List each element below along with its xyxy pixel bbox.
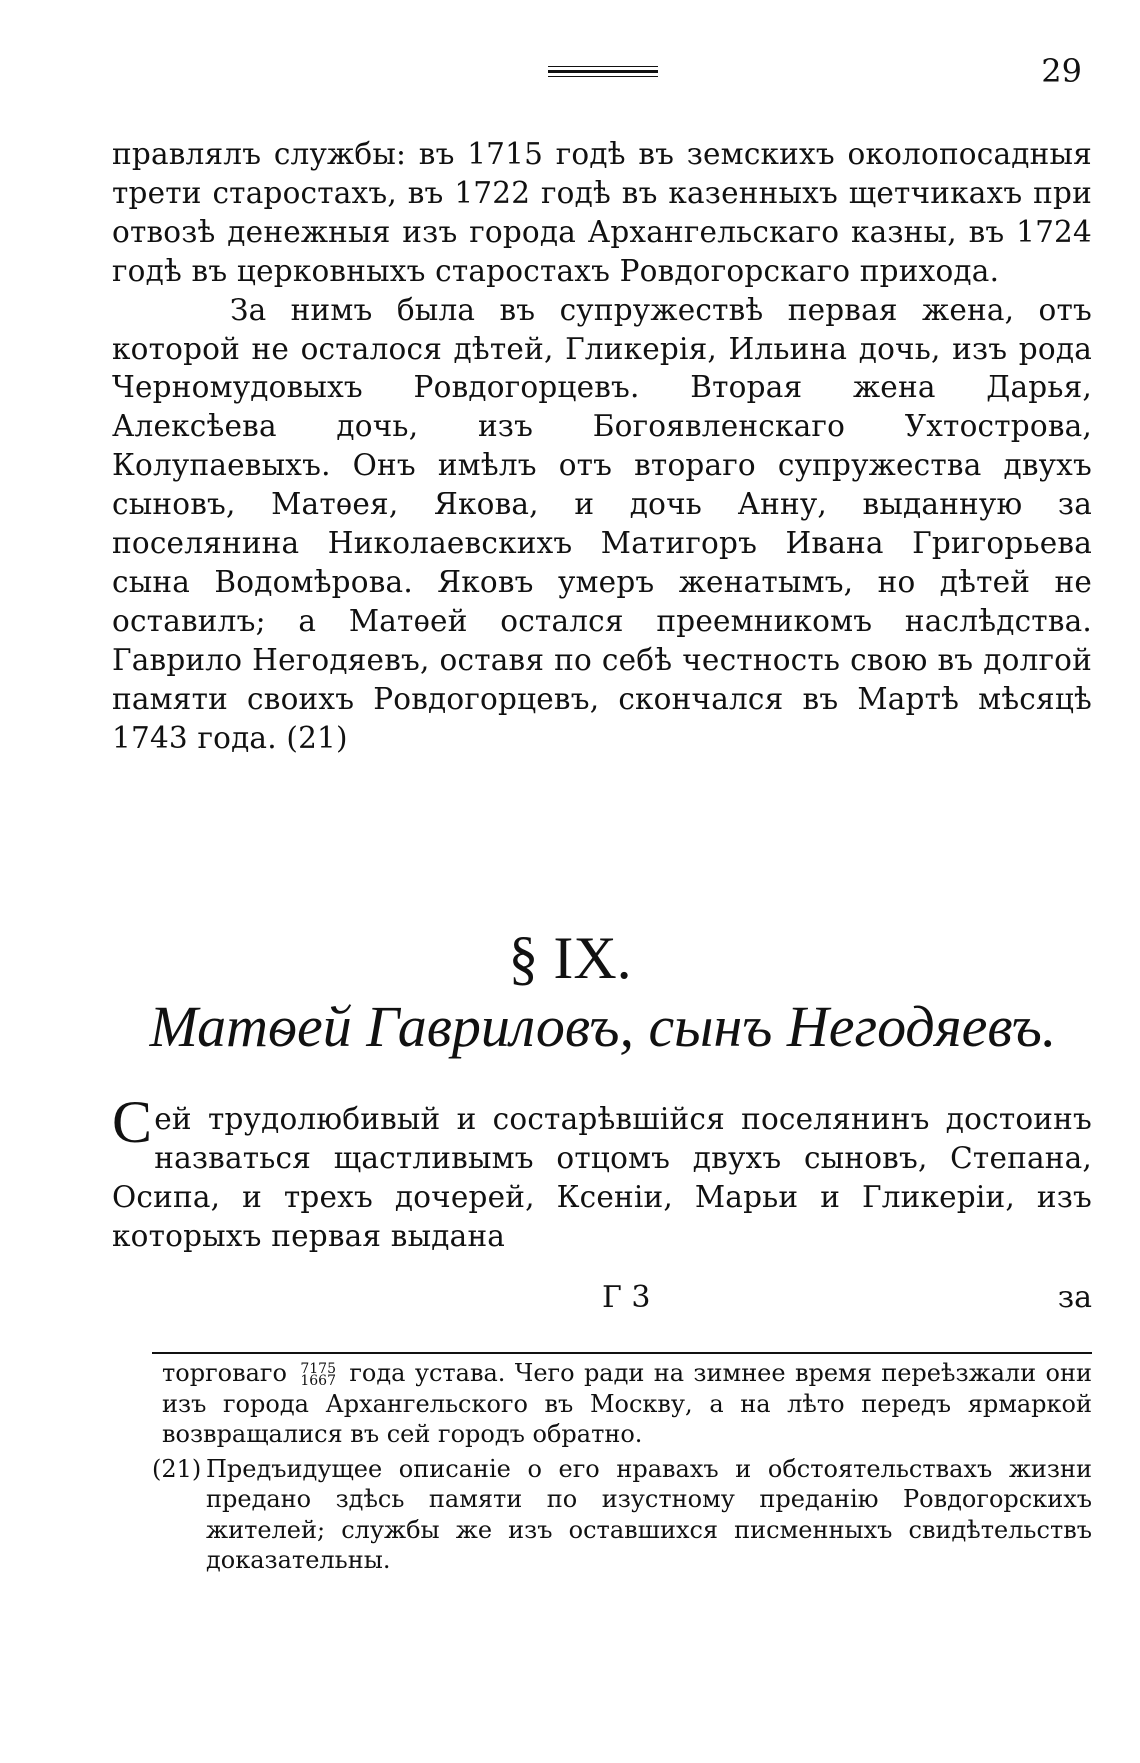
year-fraction: 7175 1667 [300, 1360, 336, 1389]
footnote-21 [152, 1454, 1092, 1576]
catchword: за [1057, 1280, 1092, 1315]
paragraph-continuation: правлялъ службы: въ 1715 годѣ въ земскихъ околопосадныя трети старостахъ, въ 1722 годѣ въ казенныхъ щетчикахъ при отвозѣ денежныя изъ города Архангельскаго казны, въ 1724 годѣ въ церковныхъ старостахъ Ровдогорскаго прихода. [112, 137, 1092, 288]
header-ornament-rule [548, 66, 658, 80]
paragraph-text: ей трудолюбивый и состарѣвшійся поселянинъ достоинъ назваться щастливымъ отцомъ двухъ сыновъ, Степана, Осипа, и трехъ дочерей, Ксеніи, Марьи и Гликеріи, изъ которыхъ первая выдана [112, 1102, 1092, 1253]
section-number: § IX. [508, 925, 632, 991]
paragraph-gavrilo-biography [112, 135, 1092, 758]
footnote-continuation: торговаго 7175 1667 года устава. Чего ради на зимнее время переѣзжали они изъ города Архангельского въ Москву, а на лѣто передъ ярмаркой возвращалися въ сей городъ обратно. [162, 1359, 1092, 1448]
paragraph-matfei-biography [112, 1089, 1092, 1256]
footnote-number: (21) [152, 1454, 202, 1483]
page-number: 29 [1041, 52, 1082, 90]
footnote-separator [152, 1352, 1092, 1354]
footnotes-block [152, 1358, 1092, 1576]
footnote-text: Предъидущее описаніе о его нравахъ и обстоятельствахъ жизни предано здѣсь памяти по изустному преданію Ровдогорскихъ жителей; службы же изъ оставшихся писменныхъ свидѣтельствъ доказательны. [206, 1454, 1092, 1574]
section-title: Матѳей Гавриловъ, сынъ Негодяевъ. [149, 994, 1057, 1059]
signature-line [112, 1280, 1092, 1320]
drop-cap-initial: С [112, 1089, 153, 1155]
paragraph-family: За нимъ была въ супружествѣ первая жена, отъ которой не осталося дѣтей, Гликерія, Ильина дочь, изъ рода Черномудовыхъ Ровдогорцевъ. Вторая жена Дарья, Алексѣева дочь, изъ Богоявленскаго Ухтострова, Колупаевыхъ. Онъ имѣлъ отъ втораго супружества двухъ сыновъ, Матѳея, Якова, и дочь Анну, выданную за поселянина Николаевскихъ Матигоръ Ивана Григорьева сына Водомѣрова. Яковъ умеръ женатымъ, но дѣтей не оставилъ; а Матѳей остался преемникомъ наслѣдства. Гаврило Негодяевъ, оставя по себѣ честность свою въ долгой памяти своихъ Ровдогорцевъ, скончался въ Мартѣ мѣсяцѣ 1743 года. (21) [112, 292, 1092, 755]
signature-mark: Г 3 [602, 1280, 651, 1315]
